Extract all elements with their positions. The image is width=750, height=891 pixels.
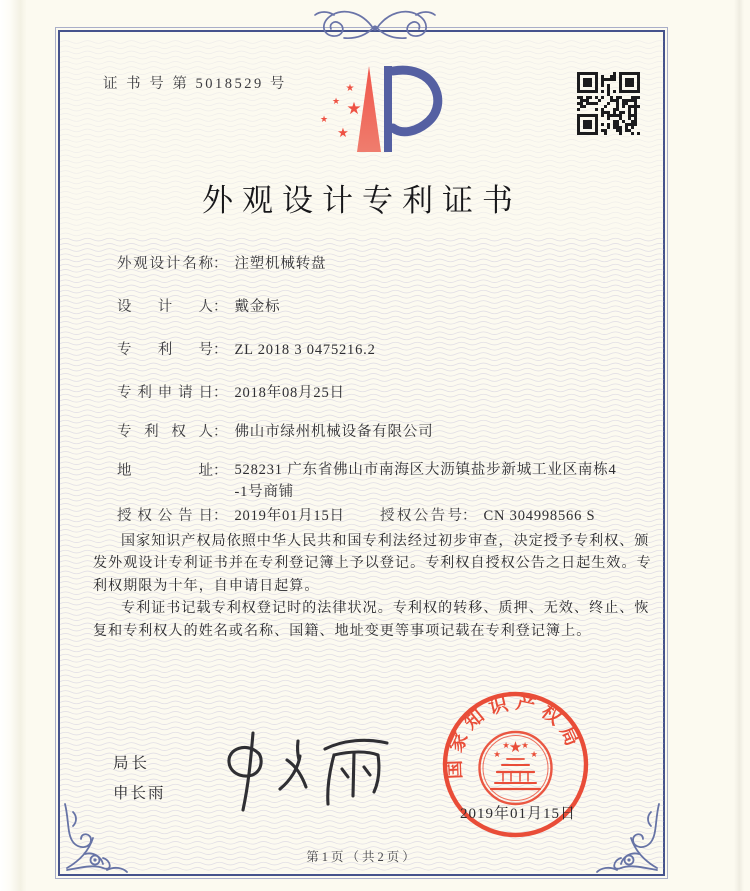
svg-text:★: ★: [508, 738, 523, 756]
svg-text:★: ★: [337, 126, 349, 141]
director-signature: [213, 726, 408, 814]
legal-paragraph-2: 专利证书记载专利权登记时的法律状况。专利权的转移、质押、无效、终止、恢复和专利权人的姓名或名称、国籍、地址变更等事项记载在专利登记簿上。: [93, 601, 650, 639]
field-label: 设计人: [117, 299, 213, 315]
legal-paragraphs: [93, 531, 659, 643]
qr-code: [577, 72, 640, 135]
cnipa-patent-logo-icon: [296, 58, 448, 166]
field-label: 地址: [117, 463, 213, 479]
field-value: ZL 2018 3 0475216.2: [234, 342, 376, 358]
page-number: 第1页（共2页）: [306, 850, 418, 864]
field-label: 专利号: [117, 342, 213, 358]
svg-text:国家知识产权局: 国家知识产权局: [444, 692, 586, 780]
field-grant-number: 授权公告号： CN 304998566 S: [380, 504, 595, 525]
svg-text:★: ★: [493, 750, 501, 760]
field-value: CN 304998566 S: [483, 508, 596, 524]
field-designer: 设计人： 戴金标: [117, 295, 280, 316]
svg-text:★: ★: [319, 115, 329, 125]
field-grant: 授权公告日： 2019年01月15日 授权公告号： CN 304998566 S: [117, 504, 345, 525]
seal-date: 2019年01月15日: [459, 806, 576, 822]
svg-text:★: ★: [521, 741, 529, 751]
field-design-name: 外观设计名称： 注塑机械转盘: [117, 252, 326, 273]
field-value: 528231 广东省佛山市南海区大沥镇盐步新城工业区南栋4 -1号商铺: [234, 462, 617, 500]
certificate-title: 外观设计专利证书: [202, 183, 522, 218]
director-name: 申长雨: [113, 785, 166, 802]
field-patent-number: 专利号： ZL 2018 3 0475216.2: [117, 338, 376, 359]
field-filing-date: 专利申请日： 2018年08月25日: [117, 381, 345, 402]
field-value: 戴金标: [234, 299, 281, 315]
field-value: 佛山市绿州机械设备有限公司: [234, 424, 434, 440]
field-value: 2018年08月25日: [234, 385, 345, 401]
field-patentee: 专利权人： 佛山市绿州机械设备有限公司: [117, 420, 433, 441]
field-value: 2019年01月15日: [234, 508, 345, 524]
director-title: 局长: [113, 755, 151, 772]
svg-text:★: ★: [530, 750, 538, 760]
svg-text:★: ★: [345, 83, 355, 94]
field-address: 地址： 528231 广东省佛山市南海区大沥镇盐步新城工业区南栋4 -1号商铺: [117, 459, 647, 503]
svg-text:★: ★: [331, 97, 341, 107]
svg-text:★: ★: [346, 99, 362, 119]
field-label: 专利申请日: [117, 385, 213, 401]
legal-paragraph-1: 国家知识产权局依照中华人民共和国专利法经过初步审查，决定授予专利权、颁发外观设计专利证书并在专利登记簿上予以登记。专利权自授权公告之日起生效。专利权期限为十年，自申请日起算。: [93, 534, 652, 594]
field-value: 注塑机械转盘: [234, 256, 327, 272]
field-label: 专利权人: [117, 424, 213, 440]
field-label: 外观设计名称: [117, 256, 213, 272]
field-label: 授权公告日: [117, 508, 213, 524]
svg-text:★: ★: [502, 741, 510, 751]
certificate-number: 证 书 号 第 5018529 号: [103, 76, 287, 92]
field-label: 授权公告号: [380, 508, 462, 524]
